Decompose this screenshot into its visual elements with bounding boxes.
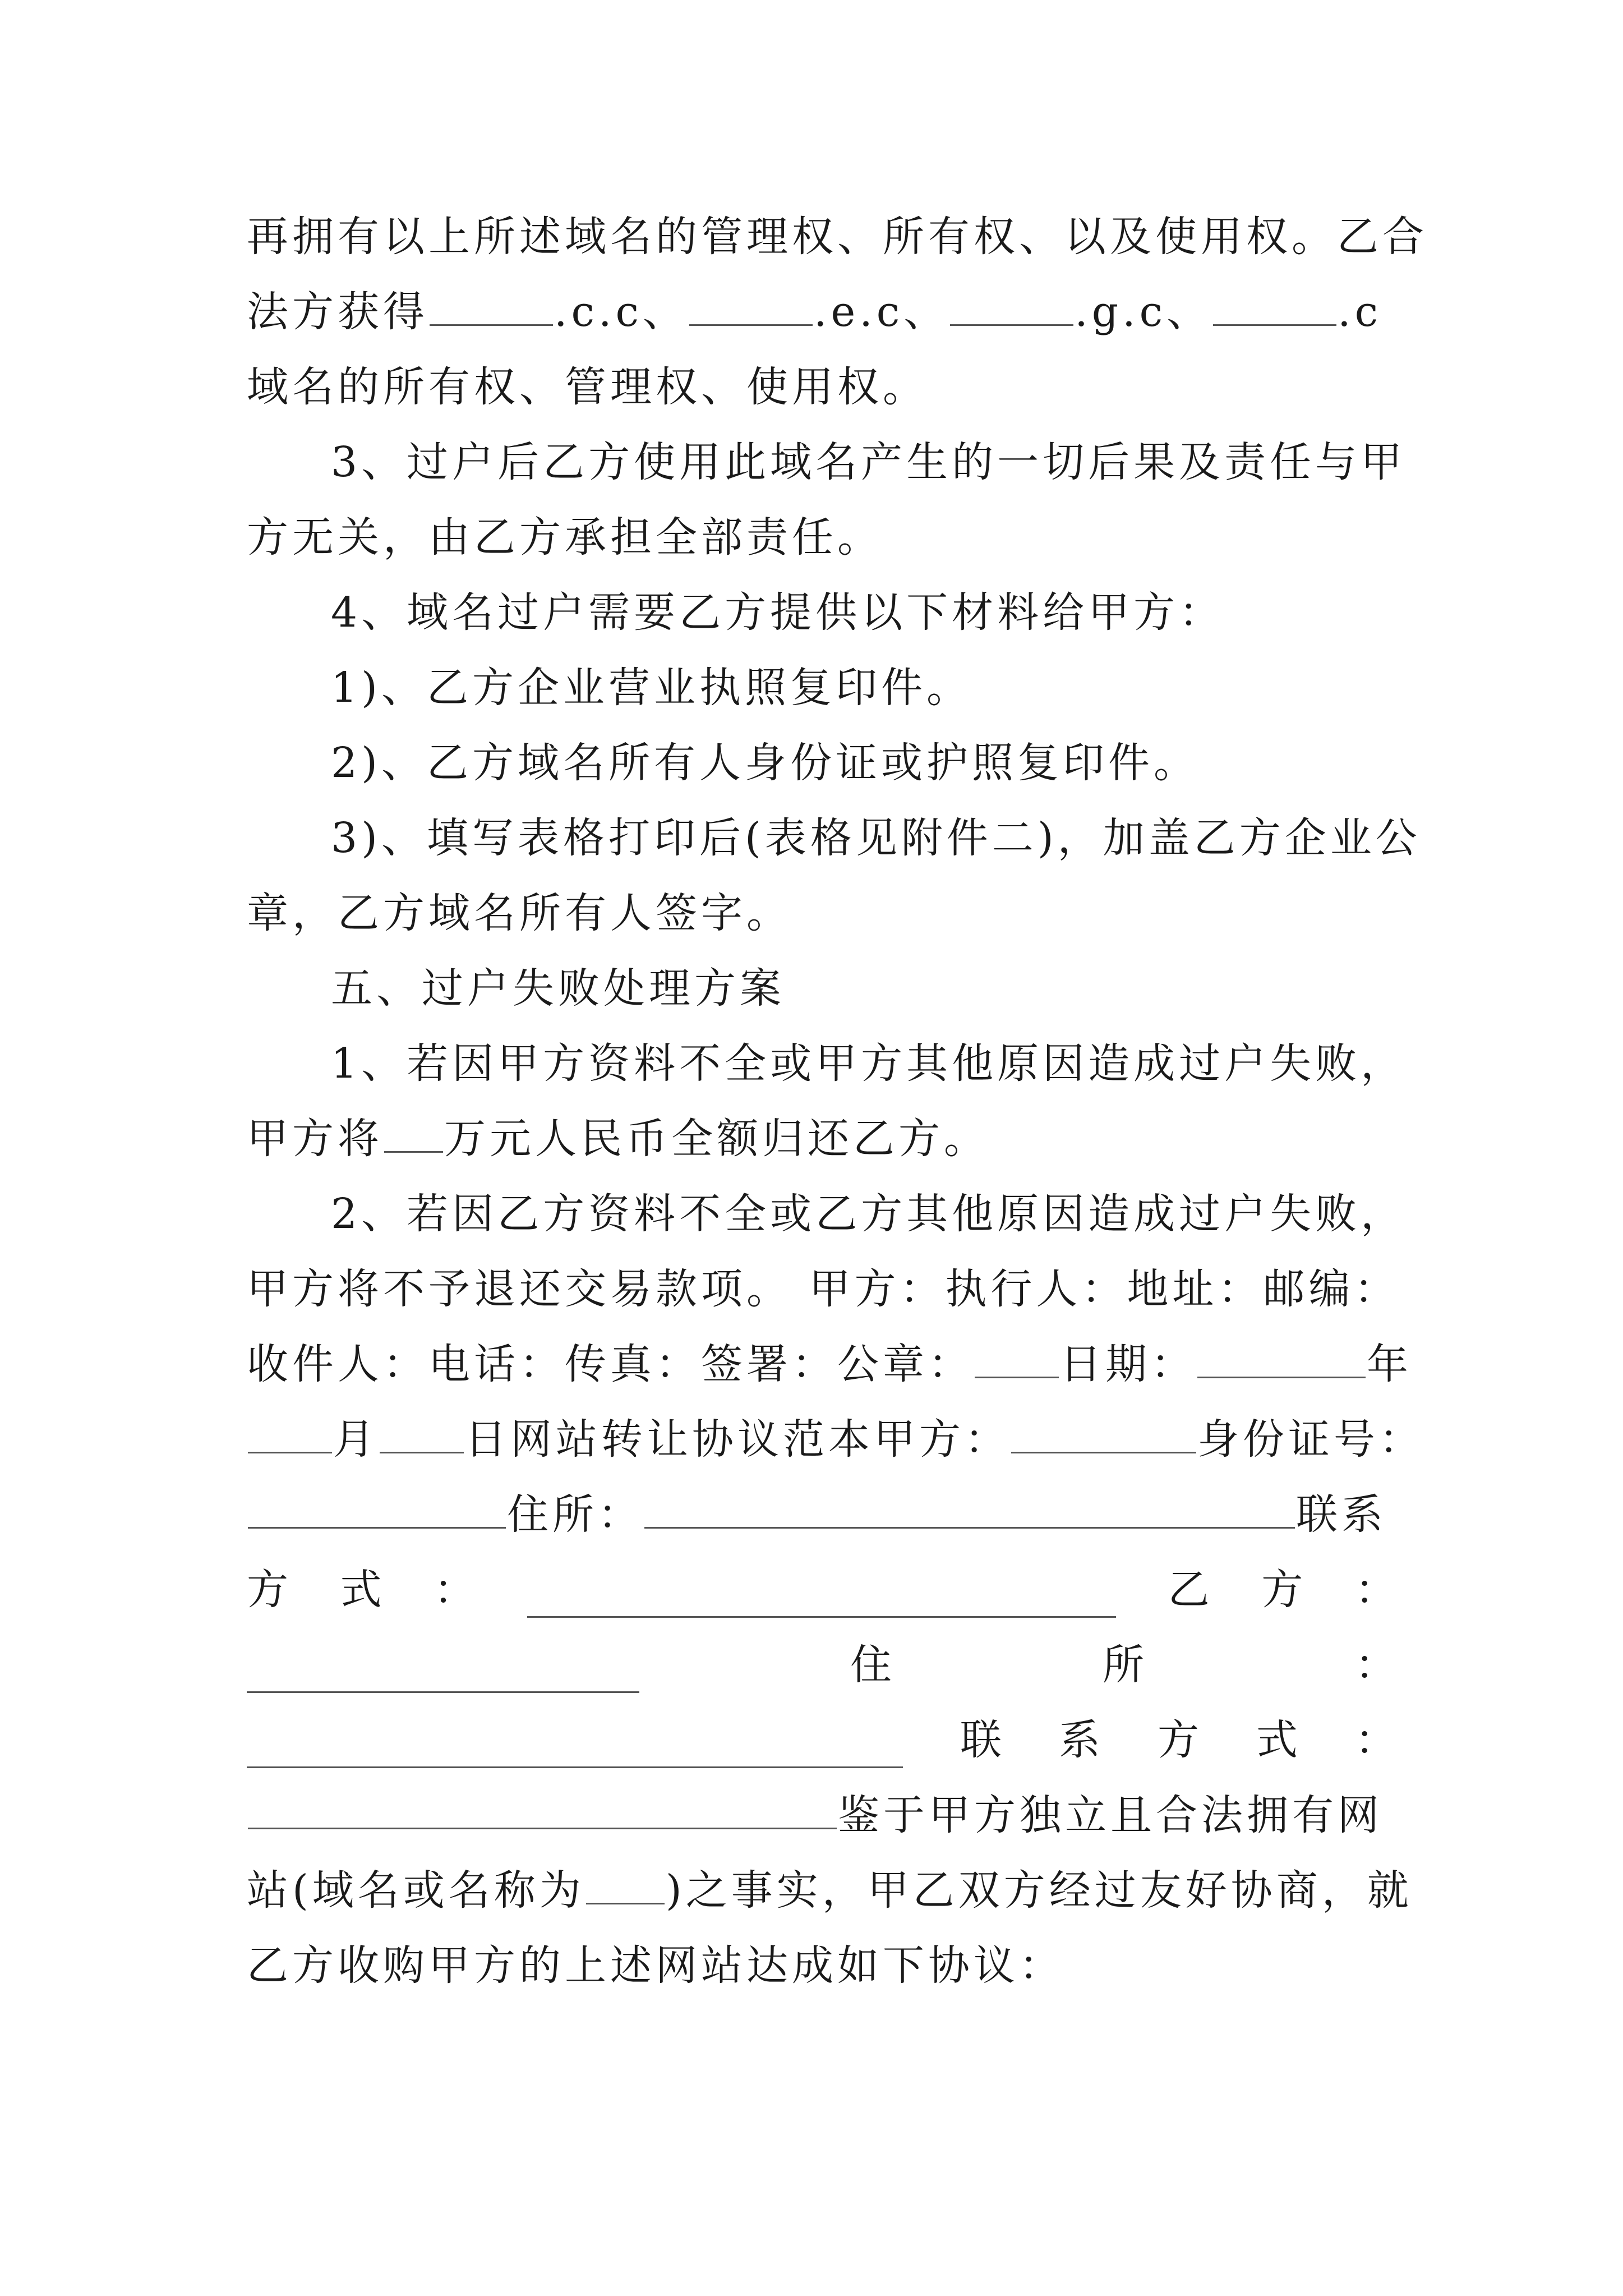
- paragraph-line: [247, 1336, 1412, 1392]
- paragraph-line: [247, 1637, 1396, 1693]
- paragraph-line: [247, 1111, 1396, 1167]
- text-run: 3)、填写表格打印后(表格见附件二)，加盖乙方企业公: [331, 814, 1421, 862]
- text-run: 站(域名或名称为: [247, 1866, 585, 1915]
- fill-in-blank: [644, 1492, 1295, 1529]
- paragraph-line: [247, 1787, 1396, 1843]
- paragraph-line: [331, 585, 1481, 641]
- fill-in-blank: [248, 1793, 837, 1829]
- text-run: ：: [1355, 1716, 1396, 1764]
- text-run: 乙: [1168, 1566, 1210, 1614]
- text-run: 再拥有以上所述域名的管理权、所有权、以及使用权。乙合: [247, 213, 1428, 261]
- paragraph-line: [331, 810, 1481, 866]
- paragraph-line: [247, 359, 1396, 415]
- fill-in-blank: [1213, 289, 1336, 326]
- paragraph-line: [331, 735, 1481, 791]
- fill-in-blank: [248, 1492, 506, 1529]
- text-run: 方无关，由乙方承担全部责任。: [247, 513, 883, 562]
- text-run: 法方获得: [247, 288, 428, 336]
- text-run: ：: [434, 1566, 476, 1614]
- text-run: ：: [1354, 1566, 1396, 1614]
- text-run: 域名的所有权、管理权、使用权。: [247, 363, 928, 411]
- section-heading: [331, 960, 1481, 1016]
- fill-in-blank: [689, 289, 813, 326]
- text-run: 2)、乙方域名所有人身份证或护照复印件。: [331, 739, 1199, 787]
- text-run: 收件人：电话：传真：签署：公章：: [247, 1340, 974, 1388]
- text-run: 4、域名过户需要乙方提供以下材料给甲方：: [331, 588, 1225, 637]
- text-run: 鉴于甲方独立且合法拥有网: [838, 1791, 1383, 1839]
- fill-in-blank: [247, 1732, 903, 1768]
- text-run: 日网站转让协议范本甲方：: [465, 1415, 1010, 1464]
- text-run: 方: [1158, 1716, 1199, 1764]
- text-run: 1)、乙方企业营业执照复印件。: [331, 664, 972, 712]
- fill-in-blank: [248, 1417, 332, 1453]
- text-run: 式: [340, 1566, 382, 1614]
- text-run: 年: [1367, 1340, 1412, 1388]
- text-run: 联: [960, 1716, 1002, 1764]
- fill-in-blank: [950, 289, 1073, 326]
- text-run: 2、若因乙方资料不全或乙方其他原因造成过户失败，: [331, 1190, 1407, 1238]
- text-run: 3、过户后乙方使用此域名产生的一切后果及责任与甲: [331, 438, 1407, 486]
- text-run: 方: [247, 1566, 288, 1614]
- text-run: ：: [1355, 1641, 1396, 1689]
- text-run: 所: [1103, 1641, 1144, 1689]
- text-run: 万元人民币全额归还乙方。: [444, 1115, 989, 1163]
- text-run: 式: [1256, 1716, 1298, 1764]
- paragraph-line: [247, 885, 1396, 941]
- paragraph-line: [247, 284, 1396, 340]
- text-run: 月: [333, 1415, 379, 1464]
- paragraph-line: [247, 1261, 1400, 1317]
- text-run: 甲方将: [247, 1115, 383, 1163]
- fill-in-blank: [975, 1342, 1059, 1378]
- text-run: 身份证号：: [1197, 1415, 1424, 1464]
- paragraph-line: [247, 509, 1396, 565]
- text-run: 住所：: [507, 1490, 643, 1539]
- paragraph-line: [247, 1487, 1396, 1543]
- text-run: .c: [1338, 288, 1382, 336]
- fill-in-blank: [380, 1417, 464, 1453]
- paragraph-line: [247, 209, 1428, 265]
- paragraph-line: [247, 1712, 1396, 1768]
- text-run: .g.c、: [1075, 288, 1212, 336]
- text-run: .c.c、: [554, 288, 688, 336]
- paragraph-line: [331, 434, 1481, 490]
- text-run: 甲方将不予退还交易款项。 甲方：执行人：地址：邮编：: [247, 1265, 1400, 1313]
- text-run: 住: [850, 1641, 892, 1689]
- text-run: 乙方收购甲方的上述网站达成如下协议：: [247, 1941, 1064, 1990]
- text-run: 1、若因甲方资料不全或甲方其他原因造成过户失败，: [331, 1039, 1407, 1088]
- paragraph-line: [247, 1562, 1396, 1618]
- paragraph-line: [247, 1411, 1424, 1467]
- text-run: 日期：: [1060, 1340, 1196, 1388]
- paragraph-line: [331, 1186, 1481, 1242]
- fill-in-blank: [527, 1581, 1116, 1618]
- text-run: 联系: [1296, 1490, 1387, 1539]
- fill-in-blank: [1197, 1342, 1366, 1378]
- fill-in-blank: [247, 1657, 639, 1693]
- fill-in-blank: [430, 289, 553, 326]
- text-run: 章，乙方域名所有人签字。: [247, 889, 792, 937]
- fill-in-blank: [1011, 1417, 1196, 1453]
- fill-in-blank: [586, 1868, 665, 1904]
- text-run: 五、过户失败处理方案: [331, 964, 785, 1013]
- text-run: )之事实，甲乙双方经过友好协商，就: [665, 1866, 1413, 1915]
- fill-in-blank: [384, 1116, 443, 1153]
- paragraph-line: [247, 1862, 1413, 1918]
- text-run: .e.c、: [813, 288, 949, 336]
- paragraph-line: [331, 660, 1481, 716]
- text-run: 方: [1261, 1566, 1303, 1614]
- text-run: 系: [1059, 1716, 1100, 1764]
- paragraph-line: [247, 1938, 1396, 1994]
- paragraph-line: [331, 1036, 1481, 1092]
